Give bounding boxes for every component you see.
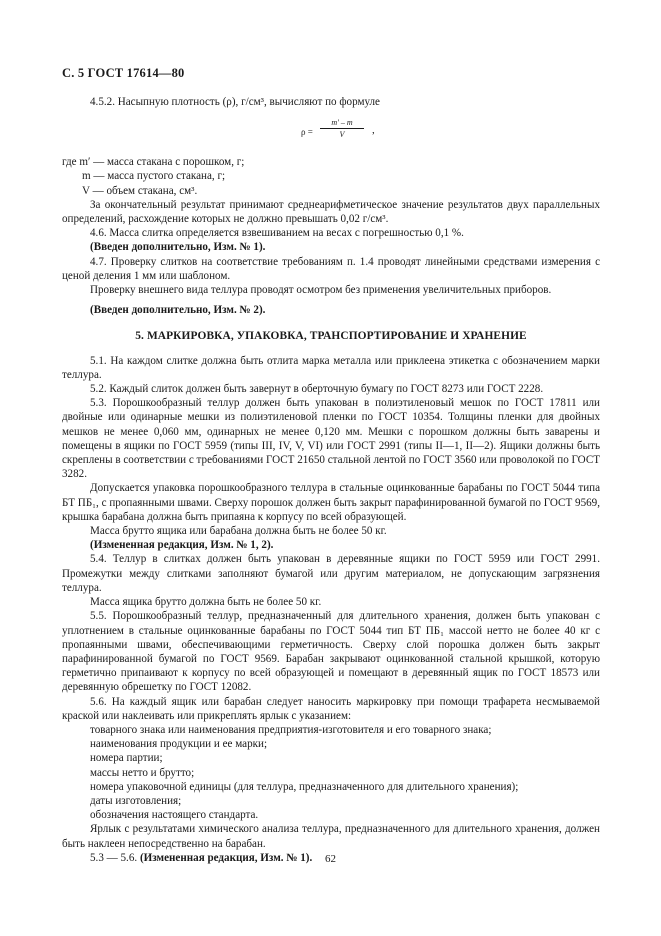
paragraph-5-3: 5.3. Порошкообразный теллур должен быть упакован в полиэтиленовый мешок по ГОСТ 17811 или двойные или одинарные мешки из полиэтиленовой пленки по ГОСТ 10354. Толщины пленки для двойных мешков не менее 0,060 мм, одинарных не менее 0,120 мм. Мешки с порошком должны быть заварены и помещены в ящики по ГОСТ 5959 (типы III, IV, V, VI) или ГОСТ 2991 (типы II—1, II—2). Ящики должны быть скреплены в соответствии с требованиями ГОСТ 21650 стальной лентой по ГОСТ 3560 или проволокой по ГОСТ 3282.: [62, 397, 600, 481]
formula-lhs: ρ =: [301, 127, 313, 138]
paragraph-4-7-visual: Проверку внешнего вида теллура проводят осмотром без применения увеличительных приборов.: [90, 284, 552, 297]
paragraph-result: За окончательный результат принимают среднеарифметическое значение результатов двух параллельных определений, расхождение которых не должно превышать 0,02 г/см³.: [62, 198, 600, 226]
section-title: 5. МАРКИРОВКА, УПАКОВКА, ТРАНСПОРТИРОВАНИЕ И ХРАНЕНИЕ: [135, 330, 527, 343]
marking-list-item: номера партии;: [90, 752, 163, 765]
paragraph-4-7: 4.7. Проверку слитков на соответствие требованиям п. 1.4 проводят линейными средствами измерения с ценой деления 1 мм или шаблоном.: [62, 255, 600, 282]
density-formula: [62, 117, 600, 145]
page-header: С. 5 ГОСТ 17614—80: [62, 66, 185, 80]
amendment-note-text: (Измененная редакция, Изм. № 1).: [139, 851, 313, 864]
marking-list-item: даты изготовления;: [90, 794, 182, 807]
where-line-2: m — масса пустого стакана, г;: [82, 170, 226, 183]
paragraph-5-6-label: Ярлык с результатами химического анализа теллура, предназначенного для длительного хранения, должен быть наклеен непосредственно на барабан.: [62, 823, 600, 850]
marking-list-item: товарного знака или наименования предприятия-изготовителя и его товарного знака;: [90, 723, 492, 736]
page-number: 62: [325, 853, 336, 865]
paragraph-5-5: 5.5. Порошкообразный теллур, предназначенный для длительного хранения, должен быть упакован с уплотнением в стальные оцинкованные барабаны по ГОСТ 5044 тип БТ ПБ₁ массой нетто не более 40 кг с пропаянными швами, обеспечивающими герметичность. Сверху слой порошка должен быть закрыт парафинированной бумагой по ГОСТ 9569. Барабан закрывают оцинкованной стальной крышкой, которую герметично припаивают к корпусу по всей образующей и помещают в деревянный ящик по ГОСТ 18573 или деревянную обрешетку по ГОСТ 12082.: [62, 610, 600, 694]
page-content: [62, 95, 600, 865]
where-line-1: где m′ — масса стакана с порошком, г;: [62, 156, 245, 169]
marking-list-item: обозначения настоящего стандарта.: [90, 809, 259, 822]
formula-fraction: [320, 117, 364, 140]
paragraph-5-6: 5.6. На каждый ящик или барабан следует наносить маркировку при помощи трафарета несмываемой краской или наклеивать или прикреплять ярлык с указанием:: [62, 695, 600, 722]
amendment-note-4-6: (Введен дополнительно, Изм. № 1).: [90, 241, 266, 254]
paragraph-5-3-mass: Масса брутто ящика или барабана должна быть не более 50 кг.: [90, 525, 387, 538]
paragraph-5-1: 5.1. На каждом слитке должна быть отлита марка металла или приклеена этикетка с обозначением марки теллура.: [62, 354, 600, 381]
formula-comma: ,: [372, 124, 375, 137]
paragraph-4-5-2: 4.5.2. Насыпную плотность (ρ), г/см³, вычисляют по формуле: [90, 96, 380, 108]
amendment-note-4-7: (Введен дополнительно, Изм. № 2).: [90, 304, 266, 317]
formula-numerator: m′ – m: [320, 117, 364, 129]
marking-list-item: массы нетто и брутто;: [90, 766, 195, 779]
where-line-3: V — объем стакана, см³.: [82, 184, 198, 197]
paragraph-4-6: 4.6. Масса слитка определяется взвешиванием на весах с погрешностью 0,1 %.: [90, 227, 464, 240]
clause-range: 5.3 — 5.6.: [90, 851, 138, 864]
paragraph-5-4-mass: Масса ящика брутто должна быть не более 50 кг.: [90, 596, 322, 609]
formula-denominator: V: [339, 130, 345, 140]
paragraph-5-2: 5.2. Каждый слиток должен быть завернут в оберточную бумагу по ГОСТ 8273 или ГОСТ 2228.: [90, 383, 544, 396]
paragraph-5-3-drums: Допускается упаковка порошкообразного теллура в стальные оцинкованные барабаны по ГОСТ 5044 типа БТ ПБ₁, с пропаянными швами. Сверху порошок должен быть закрыт парафинированной бумагой по ГОСТ 9569, крышка барабана должна быть припаяна к корпусу по всей образующей.: [62, 482, 600, 523]
amendment-note-5-3: (Измененная редакция, Изм. № 1, 2).: [90, 539, 274, 552]
paragraph-5-4: 5.4. Теллур в слитках должен быть упакован в деревянные ящики по ГОСТ 5959 или ГОСТ 2991. Промежутки между слитками заполняют бумагой или другим материалом, не допускающим загрязнения теллура.: [62, 553, 600, 594]
marking-list-item: номера упаковочной единицы (для теллура, предназначенного для длительного хранения);: [90, 780, 519, 793]
marking-list-item: наименования продукции и ее марки;: [90, 738, 268, 751]
